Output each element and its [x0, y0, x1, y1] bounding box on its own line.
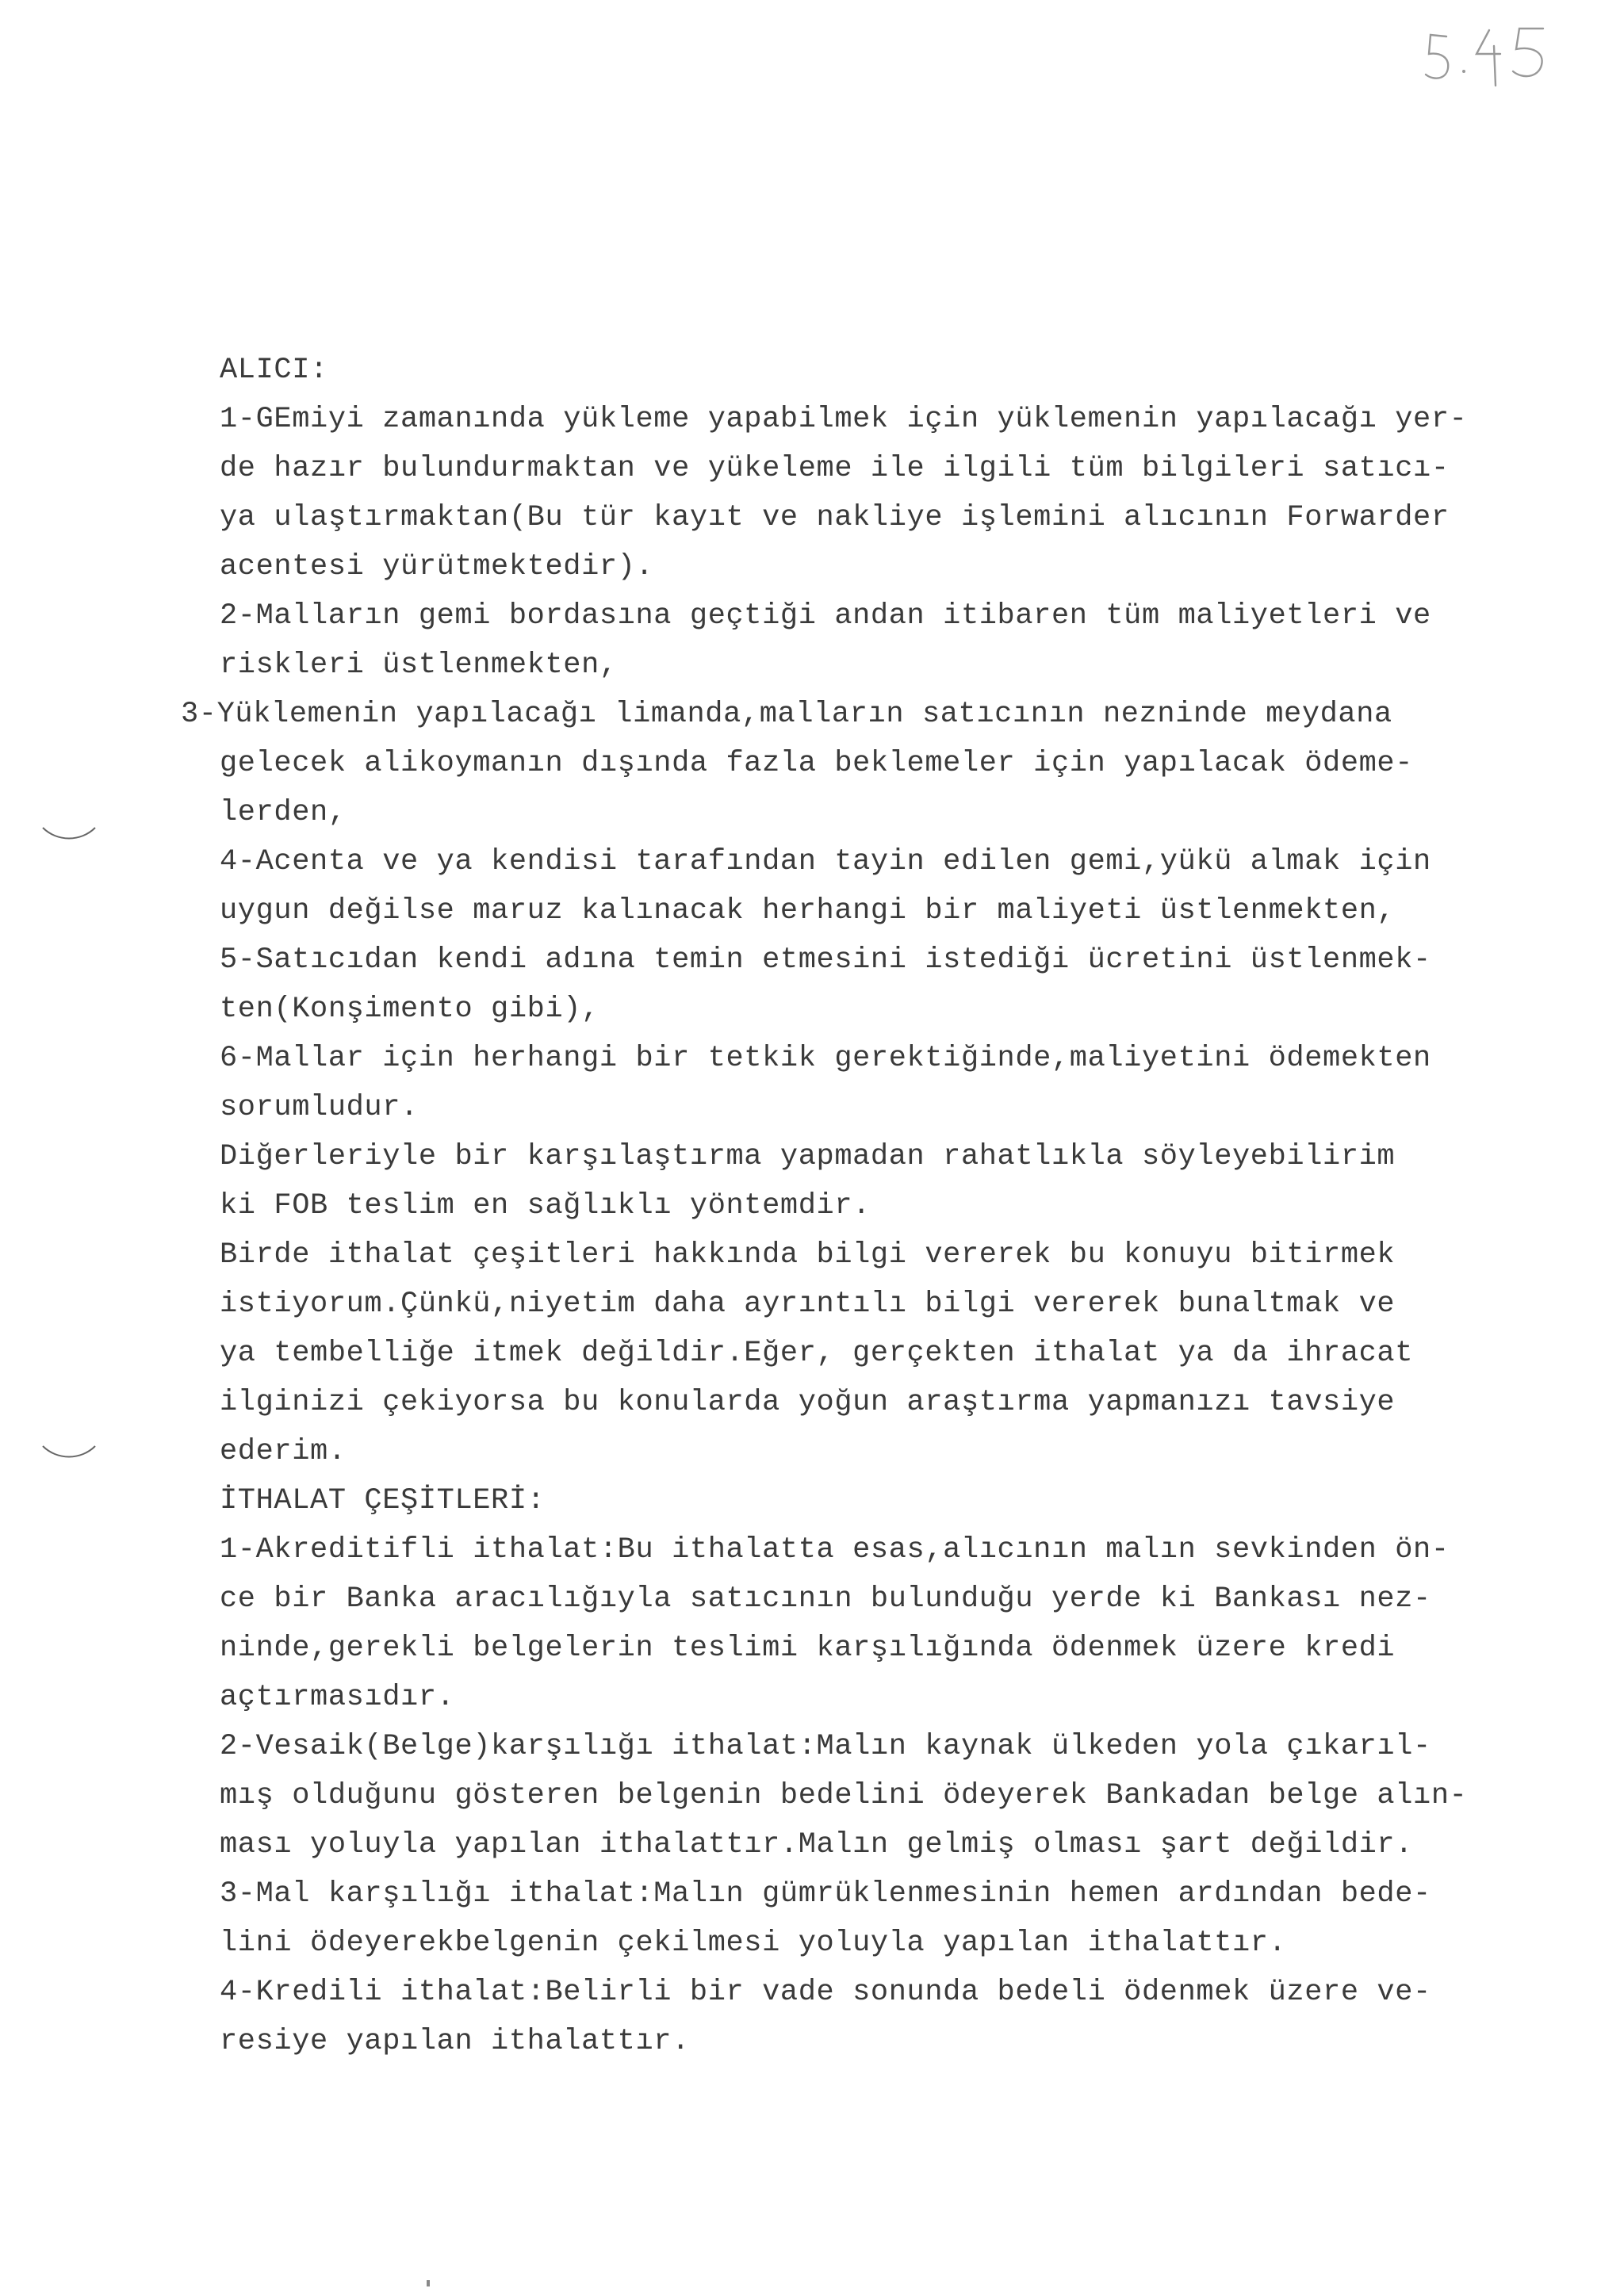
heading-alici: ALICI: — [220, 354, 328, 387]
text-line: 3-Yüklemenin yapılacağı limanda,malların satıcının nezninde meydana — [181, 698, 1392, 731]
text-line: ninde,gerekli belgelerin teslimi karşılığında ödenmek üzere kredi — [220, 1632, 1396, 1665]
handwritten-page-number — [1424, 22, 1583, 94]
text-line: resiye yapılan ithalattır. — [220, 2025, 690, 2058]
heading-ithalat-cesitleri: İTHALAT ÇEŞİTLERİ: — [220, 1484, 546, 1517]
punch-hole-mark — [41, 1443, 97, 1462]
text-line: 5-Satıcıdan kendi adına temin etmesini istediği ücretini üstlenmek- — [220, 943, 1431, 977]
text-line: 6-Mallar için herhangi bir tetkik gerektiğinde,maliyetini ödemekten — [220, 1042, 1431, 1075]
text-line: ilginizi çekiyorsa bu konularda yoğun araştırma yapmanızı tavsiye — [220, 1386, 1396, 1419]
text-line: de hazır bulundurmaktan ve yükeleme ile ilgili tüm bilgileri satıcı- — [220, 452, 1450, 485]
text-line: 2-Vesaik(Belge)karşılığı ithalat:Malın kaynak ülkeden yola çıkarıl- — [220, 1730, 1431, 1763]
text-line: acentesi yürütmektedir). — [220, 550, 654, 584]
handwritten-page-number-drawing — [1424, 22, 1583, 94]
text-line: ması yoluyla yapılan ithalattır.Malın gelmiş olması şart değildir. — [220, 1828, 1414, 1862]
text-line: 2-Malların gemi bordasına geçtiği andan itibaren tüm maliyetleri ve — [220, 599, 1431, 633]
text-line: Diğerleriyle bir karşılaştırma yapmadan rahatlıkla söyleyebilirim — [220, 1140, 1396, 1173]
text-line: lerden, — [220, 796, 347, 829]
text-line: ten(Konşimento gibi), — [220, 993, 599, 1026]
text-line: gelecek alikoymanın dışında fazla beklemeler için yapılacak ödeme- — [220, 747, 1414, 780]
text-line: mış olduğunu gösteren belgenin bedelini ödeyerek Bankadan belge alın- — [220, 1779, 1468, 1812]
text-line: 4-Acenta ve ya kendisi tarafından tayin edilen gemi,yükü almak için — [220, 845, 1431, 878]
text-line: ki FOB teslim en sağlıklı yöntemdir. — [220, 1189, 871, 1223]
text-line: sorumludur. — [220, 1091, 419, 1124]
text-line: 4-Kredili ithalat:Belirli bir vade sonunda bedeli ödenmek üzere ve- — [220, 1976, 1431, 2009]
text-line: ya ulaştırmaktan(Bu tür kayıt ve nakliye işlemini alıcının Forwarder — [220, 501, 1450, 534]
text-line: uygun değilse maruz kalınacak herhangi bir maliyeti üstlenmekten, — [220, 894, 1396, 928]
text-line: açtırmasıdır. — [220, 1681, 455, 1714]
punch-hole-mark — [41, 825, 97, 844]
text-line: ce bir Banka aracılığıyla satıcının bulunduğu yerde ki Bankası nez- — [220, 1582, 1431, 1616]
text-line: 1-GEmiyi zamanında yükleme yapabilmek için yüklemenin yapılacağı yer- — [220, 403, 1468, 436]
text-line: ya tembelliğe itmek değildir.Eğer, gerçekten ithalat ya da ihracat — [220, 1337, 1414, 1370]
text-line: istiyorum.Çünkü,niyetim daha ayrıntılı bilgi vererek bunaltmak ve — [220, 1288, 1396, 1321]
text-line: lini ödeyerekbelgenin çekilmesi yoluyla yapılan ithalattır. — [220, 1927, 1287, 1960]
text-line: 3-Mal karşılığı ithalat:Malın gümrüklenmesinin hemen ardından bede- — [220, 1877, 1431, 1911]
text-line: Birde ithalat çeşitleri hakkında bilgi vererek bu konuyu bitirmek — [220, 1238, 1396, 1272]
scan-speck — [427, 2280, 430, 2286]
text-line: 1-Akreditifli ithalat:Bu ithalatta esas,alıcının malın sevkinden ön- — [220, 1533, 1450, 1567]
text-line: riskleri üstlenmekten, — [220, 649, 618, 682]
text-line: ederim. — [220, 1435, 347, 1468]
